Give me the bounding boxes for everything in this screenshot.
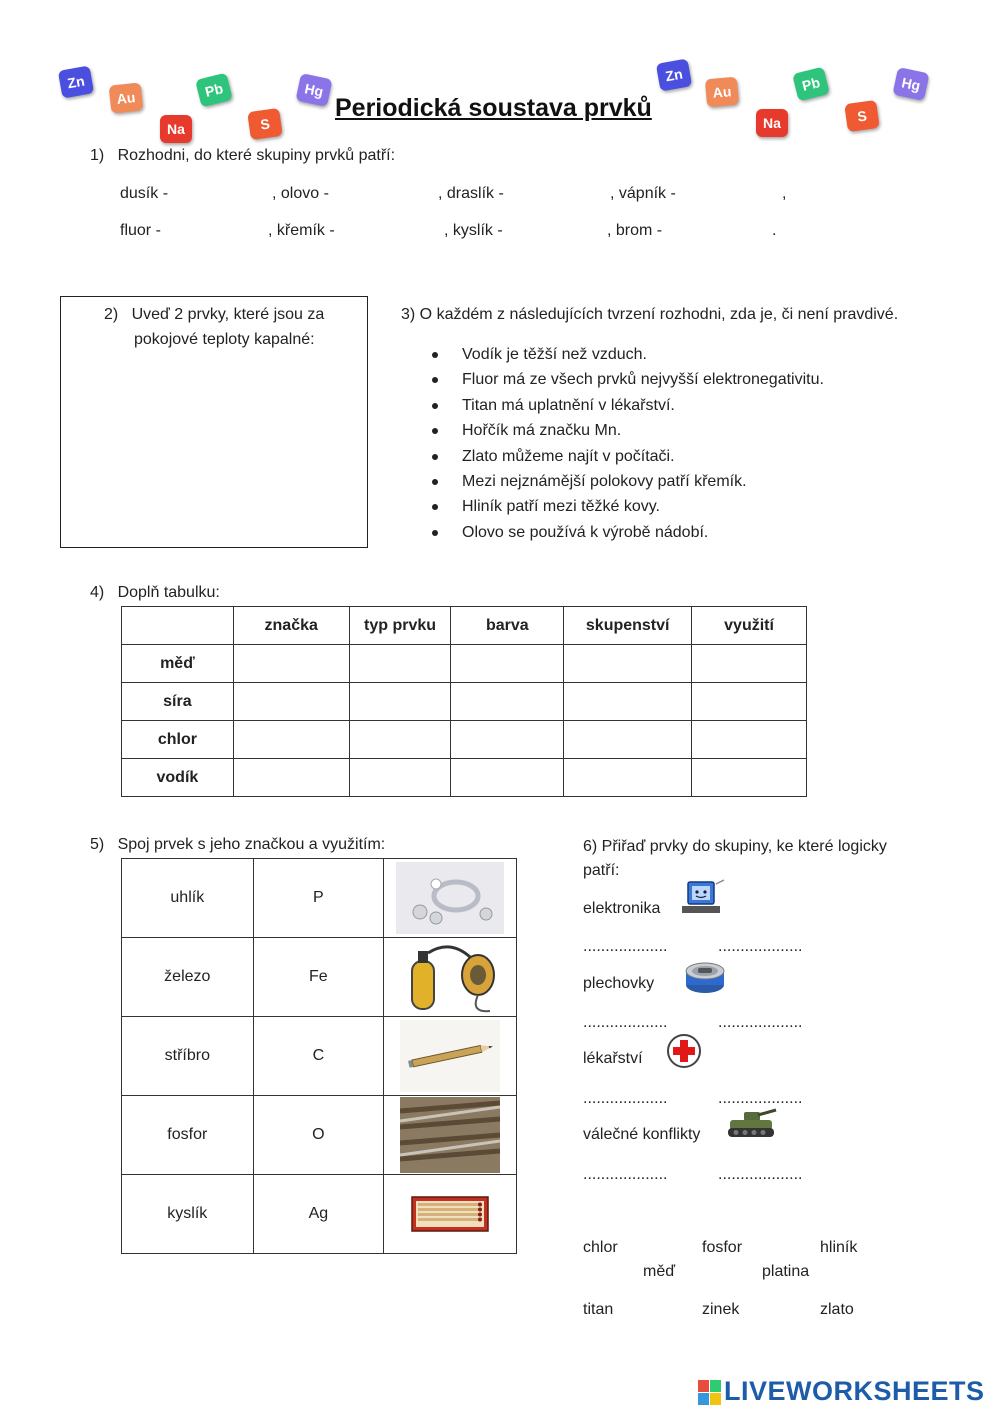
table-header-cell: typ prvku: [349, 607, 451, 645]
q6-blank[interactable]: ...................: [583, 1090, 668, 1107]
q6-option[interactable]: platina: [762, 1263, 810, 1280]
q3-statement[interactable]: Olovo se používá k výrobě nádobí.: [430, 520, 824, 545]
usage-cell[interactable]: [384, 859, 517, 938]
table-row: [122, 645, 807, 683]
q6-option[interactable]: titan: [583, 1301, 614, 1318]
table-header-cell: skupenství: [564, 607, 692, 645]
row-label: vodík: [122, 759, 234, 797]
q6-group-label: plechovky: [583, 975, 655, 992]
oxygen-tank-image: [400, 939, 500, 1015]
usage-cell[interactable]: [384, 1017, 517, 1096]
table-row: [122, 759, 807, 797]
tin-can-icon: [684, 961, 726, 995]
q3-prompt: 3) O každém z následujících tvrzení rozhodni, zda je, či není pravdivé.: [401, 306, 899, 323]
q6-option[interactable]: chlor: [583, 1239, 618, 1256]
q6-blank[interactable]: ...................: [583, 1014, 668, 1031]
element-tile-au: Au: [109, 82, 144, 113]
answer-cell[interactable]: [233, 721, 349, 759]
tank-icon: [726, 1104, 778, 1140]
element-tile-na: Na: [160, 115, 192, 143]
answer-cell[interactable]: [564, 721, 692, 759]
q1-item: dusík -: [120, 185, 169, 202]
q1-item: , draslík -: [438, 185, 504, 202]
answer-cell[interactable]: [451, 721, 564, 759]
q1-item: , vápník -: [610, 185, 676, 202]
jewelry-image: [396, 862, 504, 934]
answer-cell[interactable]: [564, 759, 692, 797]
row-label: chlor: [122, 721, 234, 759]
table-header-row: [122, 607, 807, 645]
element-tile-s: S: [247, 108, 283, 140]
element-tile-hg: Hg: [892, 67, 929, 101]
q4-prompt: 4) Doplň tabulku:: [90, 584, 220, 601]
table-row: [122, 1175, 517, 1254]
q3-statement[interactable]: Titan má uplatnění v lékařství.: [430, 393, 824, 418]
answer-cell[interactable]: [451, 759, 564, 797]
symbol-cell[interactable]: C: [253, 1017, 383, 1096]
q5-table: [121, 858, 517, 1254]
q3-statement[interactable]: Mezi nejznámější polokovy patří křemík.: [430, 469, 824, 494]
q1-item: , křemík -: [268, 222, 335, 239]
q1-prompt: 1) Rozhodni, do které skupiny prvků patří:: [90, 147, 396, 164]
answer-cell[interactable]: [349, 759, 451, 797]
q6-group-label: válečné konflikty: [583, 1126, 701, 1143]
red-cross-icon: [666, 1033, 702, 1069]
answer-cell[interactable]: [349, 683, 451, 721]
q1-item: .: [772, 222, 777, 239]
q3-statement[interactable]: Hliník patří mezi těžké kovy.: [430, 494, 824, 519]
usage-cell[interactable]: [384, 938, 517, 1017]
answer-cell[interactable]: [233, 759, 349, 797]
table-header-cell: barva: [451, 607, 564, 645]
page-title: Periodická soustava prvků: [335, 94, 652, 122]
row-label: měď: [122, 645, 234, 683]
element-cell[interactable]: fosfor: [122, 1096, 254, 1175]
element-cell[interactable]: stříbro: [122, 1017, 254, 1096]
q1-item: , olovo -: [272, 185, 329, 202]
q1-item: fluor -: [120, 222, 161, 239]
table-header-cell: využití: [692, 607, 807, 645]
usage-cell[interactable]: [384, 1175, 517, 1254]
table-row: [122, 938, 517, 1017]
table-header-cell: [122, 607, 234, 645]
element-tile-s: S: [844, 100, 880, 132]
answer-cell[interactable]: [564, 645, 692, 683]
answer-cell[interactable]: [349, 645, 451, 683]
q3-statement-list: [430, 342, 824, 545]
table-header-cell: značka: [233, 607, 349, 645]
answer-cell[interactable]: [692, 721, 807, 759]
element-tile-au: Au: [705, 77, 739, 108]
q2-prompt-line1: 2) Uveď 2 prvky, které jsou za: [104, 306, 325, 323]
q6-option[interactable]: fosfor: [702, 1239, 743, 1256]
answer-cell[interactable]: [233, 683, 349, 721]
symbol-cell[interactable]: Fe: [253, 938, 383, 1017]
element-cell[interactable]: kyslík: [122, 1175, 254, 1254]
matches-image: [408, 1189, 492, 1239]
element-tile-zn: Zn: [58, 65, 94, 98]
q3-statement[interactable]: Fluor má ze všech prvků nejvyšší elektronegativitu.: [430, 367, 824, 392]
q2-prompt-line2: pokojové teploty kapalné:: [134, 331, 315, 348]
liveworksheets-watermark: LIVEWORKSHEETS: [724, 1376, 985, 1406]
railway-image: [400, 1097, 500, 1173]
q6-blank[interactable]: ...................: [583, 938, 668, 955]
usage-cell[interactable]: [384, 1096, 517, 1175]
element-cell[interactable]: uhlík: [122, 859, 254, 938]
table-row: [122, 1017, 517, 1096]
q4-table: [121, 606, 807, 797]
answer-cell[interactable]: [451, 645, 564, 683]
q6-blank[interactable]: ...................: [718, 1090, 803, 1107]
computer-icon: [680, 878, 726, 916]
answer-cell[interactable]: [349, 721, 451, 759]
q6-option[interactable]: hliník: [820, 1239, 858, 1256]
table-row: [122, 683, 807, 721]
q6-blank[interactable]: ...................: [718, 1166, 803, 1183]
symbol-cell[interactable]: O: [253, 1096, 383, 1175]
answer-cell[interactable]: [451, 683, 564, 721]
pencil-image: [400, 1020, 500, 1092]
q6-group-label: lékařství: [583, 1050, 643, 1067]
answer-cell[interactable]: [692, 683, 807, 721]
q6-blank[interactable]: ...................: [718, 938, 803, 955]
element-tile-zn: Zn: [656, 58, 692, 91]
q6-option[interactable]: zinek: [702, 1301, 740, 1318]
liveworksheets-logo-icon: [698, 1380, 722, 1406]
answer-cell[interactable]: [564, 683, 692, 721]
q6-prompt-line1: 6) Přiřaď prvky do skupiny, ke které logicky: [583, 838, 887, 855]
element-tile-hg: Hg: [295, 73, 332, 107]
element-tile-pb: Pb: [792, 67, 830, 102]
symbol-cell[interactable]: Ag: [253, 1175, 383, 1254]
table-row: [122, 1096, 517, 1175]
row-label: síra: [122, 683, 234, 721]
q5-prompt: 5) Spoj prvek s jeho značkou a využitím:: [90, 836, 386, 853]
element-tile-pb: Pb: [195, 73, 233, 108]
q6-prompt-line2: patří:: [583, 862, 620, 879]
answer-cell[interactable]: [692, 645, 807, 683]
q6-option[interactable]: měď: [643, 1263, 676, 1280]
q3-statement[interactable]: Zlato můžeme najít v počítači.: [430, 444, 824, 469]
q1-item: , brom -: [607, 222, 663, 239]
answer-cell[interactable]: [233, 645, 349, 683]
q1-item: ,: [782, 185, 787, 202]
q6-option[interactable]: zlato: [820, 1301, 854, 1318]
table-row: [122, 721, 807, 759]
q6-blank[interactable]: ...................: [583, 1166, 668, 1183]
q6-group-label: elektronika: [583, 900, 661, 917]
element-cell[interactable]: železo: [122, 938, 254, 1017]
element-tile-na: Na: [756, 109, 788, 137]
table-row: [122, 859, 517, 938]
q3-statement[interactable]: Hořčík má značku Mn.: [430, 418, 824, 443]
q3-statement[interactable]: Vodík je těžší než vzduch.: [430, 342, 824, 367]
symbol-cell[interactable]: P: [253, 859, 383, 938]
q6-blank[interactable]: ...................: [718, 1014, 803, 1031]
q1-item: , kyslík -: [444, 222, 503, 239]
answer-cell[interactable]: [692, 759, 807, 797]
